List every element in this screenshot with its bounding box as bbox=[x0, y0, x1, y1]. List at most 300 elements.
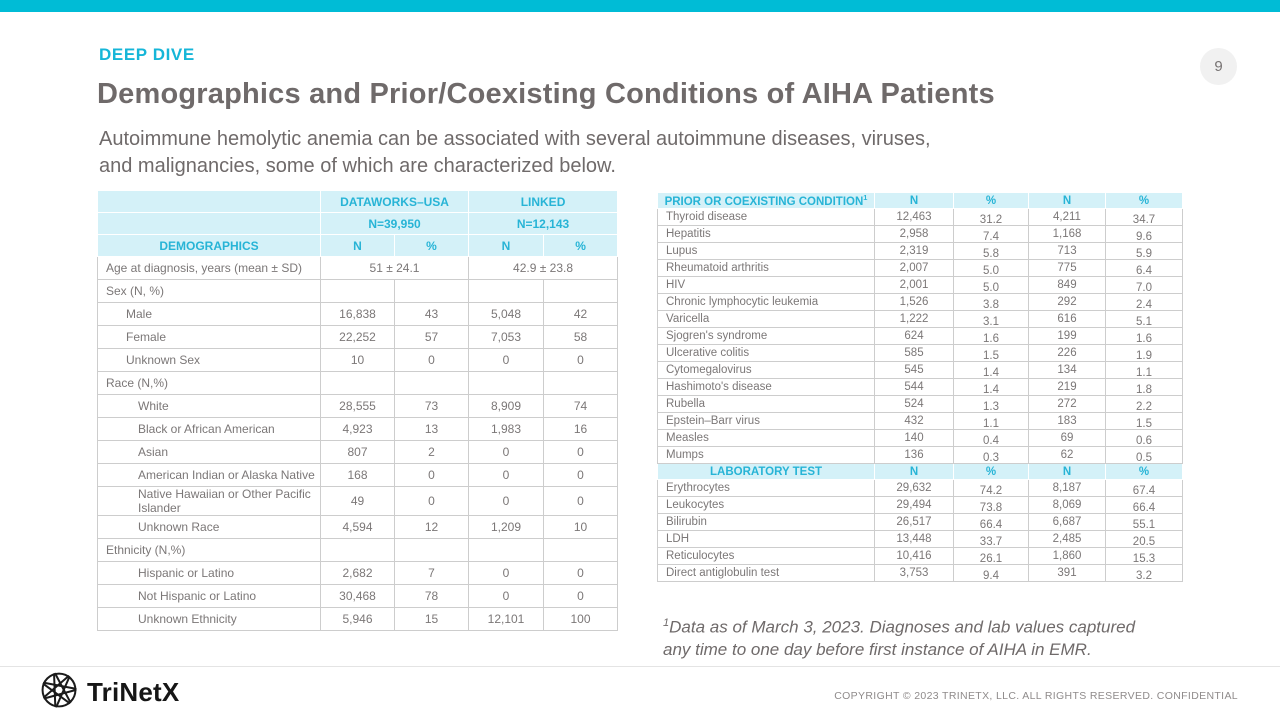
cell-value-text: 849 bbox=[1057, 279, 1077, 291]
cell-value bbox=[954, 226, 1029, 243]
row-label: American Indian or Alaska Native bbox=[98, 464, 321, 487]
cell-value bbox=[875, 277, 954, 294]
footnote-superscript: 1 bbox=[663, 617, 670, 629]
cell-value-text: 55.1 bbox=[1132, 519, 1156, 531]
column-header-cell: % bbox=[954, 193, 1029, 209]
subtitle-line-1: Autoimmune hemolytic anemia can be associated with several autoimmune diseases, viruses, bbox=[99, 128, 931, 150]
row-label: Leukocytes bbox=[658, 497, 875, 514]
cell-value: 0 bbox=[469, 585, 544, 608]
cell-value bbox=[395, 280, 469, 303]
cell-value bbox=[1106, 277, 1183, 294]
column-header-cell: N bbox=[1029, 193, 1106, 209]
footnote-line-2: any time to one day before first instance of AIHA in EMR. bbox=[663, 639, 1092, 659]
cell-value-text: 74.2 bbox=[979, 485, 1003, 497]
corner-cell bbox=[98, 213, 321, 235]
table-header-row bbox=[658, 193, 1183, 209]
cell-value bbox=[875, 294, 954, 311]
row-label: Native Hawaiian or Other Pacific Islander bbox=[98, 487, 321, 516]
cell-value bbox=[954, 447, 1029, 464]
row-label: Sex (N, %) bbox=[98, 280, 321, 303]
row-label: Cytomegalovirus bbox=[658, 362, 875, 379]
table-row bbox=[98, 539, 618, 562]
cell-value bbox=[954, 311, 1029, 328]
cell-value bbox=[875, 260, 954, 277]
cell-value-text: 0.3 bbox=[983, 452, 999, 464]
cell-value-text: 1.6 bbox=[1136, 333, 1152, 345]
cell-value: 0 bbox=[469, 464, 544, 487]
header-superscript: 1 bbox=[863, 193, 868, 203]
cell-value bbox=[469, 372, 544, 395]
cell-value bbox=[954, 497, 1029, 514]
cell-value-text: 140 bbox=[904, 432, 924, 444]
cell-value-text: 1,222 bbox=[899, 313, 929, 325]
cell-value bbox=[875, 311, 954, 328]
cell-value-text: 134 bbox=[1057, 364, 1077, 376]
cell-value-text: 3.1 bbox=[983, 316, 999, 328]
cell-value bbox=[954, 277, 1029, 294]
row-label: Bilirubin bbox=[658, 514, 875, 531]
table-header-row bbox=[658, 464, 1183, 480]
cell-value bbox=[875, 514, 954, 531]
row-label: Epstein–Barr virus bbox=[658, 413, 875, 430]
cell-value: 0 bbox=[395, 349, 469, 372]
cell-value-text: 29,632 bbox=[896, 482, 932, 494]
table-row bbox=[658, 413, 1183, 430]
brand-logo bbox=[40, 672, 179, 712]
cell-value bbox=[1029, 480, 1106, 497]
slide-title: Demographics and Prior/Coexisting Conditions of AIHA Patients bbox=[97, 78, 995, 110]
cell-value: 168 bbox=[321, 464, 395, 487]
page-number: 9 bbox=[1214, 58, 1223, 75]
conditions-table-body bbox=[658, 193, 1183, 582]
cell-value-text: 33.7 bbox=[979, 536, 1003, 548]
table-row bbox=[658, 396, 1183, 413]
cell-value-text: 0.4 bbox=[983, 435, 999, 447]
cell-value bbox=[1029, 277, 1106, 294]
row-label: Direct antiglobulin test bbox=[658, 565, 875, 582]
cell-value bbox=[954, 565, 1029, 582]
cell-value: 73 bbox=[395, 395, 469, 418]
cell-value: 2 bbox=[395, 441, 469, 464]
section-header-cell: LABORATORY TEST bbox=[658, 464, 875, 480]
table-row bbox=[658, 362, 1183, 379]
row-label: LDH bbox=[658, 531, 875, 548]
table-row bbox=[98, 395, 618, 418]
cell-value bbox=[1106, 430, 1183, 447]
cell-value-text: 2.2 bbox=[1136, 401, 1152, 413]
column-header-cell: % bbox=[1106, 464, 1183, 480]
cell-value-text: 585 bbox=[904, 347, 924, 359]
cell-value-text: 1.4 bbox=[983, 367, 999, 379]
row-label: Female bbox=[98, 326, 321, 349]
cell-value bbox=[954, 514, 1029, 531]
group-header-cell: LINKED bbox=[469, 191, 618, 213]
cell-value bbox=[1029, 345, 1106, 362]
cell-value: 0 bbox=[544, 464, 618, 487]
row-label: Hepatitis bbox=[658, 226, 875, 243]
cell-value: 0 bbox=[469, 562, 544, 585]
cell-value bbox=[1106, 497, 1183, 514]
cell-value bbox=[1029, 379, 1106, 396]
cell-value: 0 bbox=[544, 562, 618, 585]
cell-value bbox=[1106, 447, 1183, 464]
table-row bbox=[98, 418, 618, 441]
table-row bbox=[98, 608, 618, 631]
cell-value-text: 226 bbox=[1057, 347, 1077, 359]
cell-value: 7,053 bbox=[469, 326, 544, 349]
cell-value-text: 183 bbox=[1057, 415, 1077, 427]
cell-value-text: 2,007 bbox=[899, 262, 929, 274]
cell-value: 0 bbox=[544, 487, 618, 516]
row-label: Reticulocytes bbox=[658, 548, 875, 565]
group-subheader-cell: N=39,950 bbox=[321, 213, 469, 235]
cell-value-text: 26.1 bbox=[979, 553, 1003, 565]
cell-value bbox=[875, 243, 954, 260]
row-label: Thyroid disease bbox=[658, 209, 875, 226]
cell-value-text: 0.5 bbox=[1136, 452, 1152, 464]
cell-value bbox=[1106, 243, 1183, 260]
cell-value: 1,209 bbox=[469, 516, 544, 539]
row-label: Ethnicity (N,%) bbox=[98, 539, 321, 562]
cell-value bbox=[1029, 396, 1106, 413]
cell-value bbox=[1029, 447, 1106, 464]
cell-value: 5,048 bbox=[469, 303, 544, 326]
row-label: Unknown Ethnicity bbox=[98, 608, 321, 631]
cell-value bbox=[1029, 311, 1106, 328]
cell-value-text: 2,001 bbox=[899, 279, 929, 291]
cell-value bbox=[875, 362, 954, 379]
row-label: Asian bbox=[98, 441, 321, 464]
cell-value: 74 bbox=[544, 395, 618, 418]
cell-value bbox=[954, 209, 1029, 226]
table-row bbox=[98, 516, 618, 539]
cell-value bbox=[1106, 226, 1183, 243]
cell-value bbox=[875, 226, 954, 243]
cell-value bbox=[1106, 480, 1183, 497]
cell-value-text: 2,319 bbox=[899, 245, 929, 257]
cell-value bbox=[1106, 396, 1183, 413]
cell-value bbox=[1029, 328, 1106, 345]
cell-value: 16 bbox=[544, 418, 618, 441]
footer-divider bbox=[0, 666, 1280, 667]
table-row bbox=[658, 430, 1183, 447]
cell-value-text: 6,687 bbox=[1052, 516, 1082, 528]
row-label: Ulcerative colitis bbox=[658, 345, 875, 362]
table-row bbox=[658, 548, 1183, 565]
cell-value bbox=[954, 379, 1029, 396]
cell-value: 51 ± 24.1 bbox=[321, 257, 469, 280]
cell-value bbox=[1029, 413, 1106, 430]
subtitle-line-2: and malignancies, some of which are characterized below. bbox=[99, 155, 616, 177]
cell-value-text: 5.0 bbox=[983, 282, 999, 294]
cell-value-text: 1.4 bbox=[983, 384, 999, 396]
row-label: White bbox=[98, 395, 321, 418]
cell-value: 12 bbox=[395, 516, 469, 539]
cell-value bbox=[321, 280, 395, 303]
cell-value bbox=[395, 372, 469, 395]
cell-value bbox=[321, 539, 395, 562]
table-row bbox=[98, 372, 618, 395]
row-label: HIV bbox=[658, 277, 875, 294]
cell-value: 5,946 bbox=[321, 608, 395, 631]
footnote bbox=[663, 612, 1183, 661]
table-row bbox=[658, 311, 1183, 328]
table-row bbox=[98, 464, 618, 487]
table-row bbox=[98, 349, 618, 372]
table-row bbox=[658, 260, 1183, 277]
row-label: Measles bbox=[658, 430, 875, 447]
cell-value: 42 bbox=[544, 303, 618, 326]
cell-value: 13 bbox=[395, 418, 469, 441]
cell-value-text: 3.2 bbox=[1136, 570, 1152, 582]
cell-value bbox=[875, 328, 954, 345]
cell-value bbox=[875, 565, 954, 582]
cell-value: 0 bbox=[544, 585, 618, 608]
cell-value bbox=[469, 539, 544, 562]
cell-value: 0 bbox=[544, 349, 618, 372]
demographics-table-body bbox=[98, 191, 618, 631]
cell-value: 0 bbox=[395, 487, 469, 516]
row-label: Mumps bbox=[658, 447, 875, 464]
cell-value-text: 4,211 bbox=[1053, 211, 1081, 223]
cell-value: 0 bbox=[395, 464, 469, 487]
cell-value: 4,923 bbox=[321, 418, 395, 441]
row-label: Male bbox=[98, 303, 321, 326]
cell-value bbox=[1106, 548, 1183, 565]
table-row bbox=[658, 531, 1183, 548]
cell-value-text: 1,860 bbox=[1052, 550, 1082, 562]
cell-value: 0 bbox=[469, 487, 544, 516]
cell-value: 28,555 bbox=[321, 395, 395, 418]
row-label: Hashimoto's disease bbox=[658, 379, 875, 396]
brand-name: TriNetX bbox=[87, 676, 180, 707]
cell-value-text: 0.6 bbox=[1136, 435, 1152, 447]
cell-value-text: 2,485 bbox=[1052, 533, 1082, 545]
table-row bbox=[658, 447, 1183, 464]
cell-value bbox=[1106, 379, 1183, 396]
cell-value-text: 136 bbox=[904, 449, 924, 461]
cell-value bbox=[1029, 294, 1106, 311]
page-number-badge bbox=[1200, 48, 1237, 85]
cell-value: 10 bbox=[321, 349, 395, 372]
table-row bbox=[98, 257, 618, 280]
cell-value: 0 bbox=[469, 441, 544, 464]
section-header-cell: PRIOR OR COEXISTING CONDITION$^1$ bbox=[658, 193, 875, 209]
cell-value bbox=[544, 280, 618, 303]
cell-value-text: 1.5 bbox=[983, 350, 999, 362]
cell-value-text: 3,753 bbox=[899, 567, 929, 579]
table-row bbox=[658, 294, 1183, 311]
cell-value-text: 624 bbox=[904, 330, 924, 342]
table-row bbox=[658, 379, 1183, 396]
cell-value bbox=[954, 413, 1029, 430]
row-label: Unknown Sex bbox=[98, 349, 321, 372]
cell-value-text: 1.6 bbox=[983, 333, 999, 345]
cell-value-text: 5.1 bbox=[1136, 316, 1152, 328]
eyebrow-label: DEEP DIVE bbox=[99, 45, 195, 64]
cell-value bbox=[1029, 226, 1106, 243]
column-header-cell: N bbox=[875, 464, 954, 480]
cell-value: 12,101 bbox=[469, 608, 544, 631]
cell-value-text: 1.3 bbox=[983, 401, 999, 413]
row-label: Hispanic or Latino bbox=[98, 562, 321, 585]
table-row bbox=[98, 585, 618, 608]
cell-value-text: 524 bbox=[904, 398, 924, 410]
row-label: Black or African American bbox=[98, 418, 321, 441]
cell-value-text: 29,494 bbox=[896, 499, 932, 511]
cell-value-text: 391 bbox=[1057, 567, 1077, 579]
cell-value: 22,252 bbox=[321, 326, 395, 349]
table-row bbox=[658, 226, 1183, 243]
cell-value: 2,682 bbox=[321, 562, 395, 585]
cell-value-text: 12,463 bbox=[896, 211, 932, 223]
footnote-line-1 bbox=[663, 612, 1183, 639]
cell-value: 8,909 bbox=[469, 395, 544, 418]
cell-value-text: 9.6 bbox=[1136, 231, 1152, 243]
cell-value bbox=[954, 396, 1029, 413]
cell-value bbox=[395, 539, 469, 562]
cell-value-text: 10,416 bbox=[896, 550, 932, 562]
cell-value-text: 5.9 bbox=[1136, 248, 1152, 260]
cell-value-text: 20.5 bbox=[1132, 536, 1156, 548]
cell-value bbox=[875, 430, 954, 447]
corner-cell bbox=[98, 191, 321, 213]
cell-value bbox=[875, 497, 954, 514]
cell-value-text: 8,187 bbox=[1052, 482, 1082, 494]
row-label: Chronic lymphocytic leukemia bbox=[658, 294, 875, 311]
cell-value bbox=[1029, 243, 1106, 260]
cell-value-text: 1,168 bbox=[1052, 228, 1082, 240]
cell-value bbox=[954, 480, 1029, 497]
cell-value: 15 bbox=[395, 608, 469, 631]
cell-value bbox=[954, 430, 1029, 447]
cell-value bbox=[1106, 311, 1183, 328]
cell-value-text: 775 bbox=[1057, 262, 1077, 274]
row-label: Not Hispanic or Latino bbox=[98, 585, 321, 608]
cell-value: 0 bbox=[469, 349, 544, 372]
cell-value-text: 199 bbox=[1057, 330, 1077, 342]
cell-value-text: 713 bbox=[1057, 245, 1077, 257]
cell-value: 100 bbox=[544, 608, 618, 631]
cell-value bbox=[875, 548, 954, 565]
cell-value-text: 13,448 bbox=[896, 533, 932, 545]
cell-value: 49 bbox=[321, 487, 395, 516]
cell-value-text: 3.8 bbox=[983, 299, 999, 311]
cell-value bbox=[875, 396, 954, 413]
cell-value-text: 1.8 bbox=[1136, 384, 1152, 396]
cell-value bbox=[544, 539, 618, 562]
row-label: Unknown Race bbox=[98, 516, 321, 539]
accent-top-bar bbox=[0, 0, 1280, 12]
table-row bbox=[98, 441, 618, 464]
cell-value-text: 67.4 bbox=[1132, 485, 1156, 497]
cell-value: 4,594 bbox=[321, 516, 395, 539]
column-header-cell: % bbox=[1106, 193, 1183, 209]
cell-value bbox=[875, 345, 954, 362]
cell-value-text: 66.4 bbox=[979, 519, 1003, 531]
cell-value bbox=[954, 531, 1029, 548]
table-row bbox=[658, 243, 1183, 260]
cell-value bbox=[1106, 531, 1183, 548]
cell-value bbox=[1029, 209, 1106, 226]
cell-value-text: 2,958 bbox=[899, 228, 929, 240]
cell-value-text: 432 bbox=[904, 415, 924, 427]
cell-value-text: 5.8 bbox=[983, 248, 999, 260]
cell-value bbox=[1029, 531, 1106, 548]
table-row bbox=[658, 277, 1183, 294]
cell-value-text: 9.4 bbox=[983, 570, 999, 582]
cell-value bbox=[875, 531, 954, 548]
row-label: Rheumatoid arthritis bbox=[658, 260, 875, 277]
column-header-cell: % bbox=[395, 235, 469, 257]
cell-value-text: 616 bbox=[1057, 313, 1077, 325]
aperture-logo-icon bbox=[40, 671, 78, 714]
cell-value bbox=[1029, 362, 1106, 379]
table-row bbox=[98, 303, 618, 326]
cell-value bbox=[875, 413, 954, 430]
cell-value-text: 292 bbox=[1057, 296, 1077, 308]
cell-value bbox=[1029, 565, 1106, 582]
row-label: Erythrocytes bbox=[658, 480, 875, 497]
slide-subtitle bbox=[99, 126, 1179, 180]
cell-value bbox=[1029, 497, 1106, 514]
demographics-table bbox=[97, 190, 618, 631]
cell-value-text: 69 bbox=[1060, 432, 1074, 444]
cell-value bbox=[1106, 514, 1183, 531]
cell-value-text: 5.0 bbox=[983, 265, 999, 277]
table-row bbox=[658, 514, 1183, 531]
cell-value: 58 bbox=[544, 326, 618, 349]
cell-value-text: 544 bbox=[904, 381, 924, 393]
table-header-row bbox=[98, 235, 618, 257]
cell-value bbox=[954, 328, 1029, 345]
cell-value bbox=[954, 548, 1029, 565]
row-label: Age at diagnosis, years (mean ± SD) bbox=[98, 257, 321, 280]
cell-value bbox=[954, 260, 1029, 277]
cell-value bbox=[1106, 565, 1183, 582]
cell-value bbox=[954, 294, 1029, 311]
cell-value-text: 26,517 bbox=[896, 516, 932, 528]
group-subheader-cell: N=12,143 bbox=[469, 213, 618, 235]
column-header-cell: N bbox=[875, 193, 954, 209]
cell-value bbox=[1106, 294, 1183, 311]
cell-value-text: 7.0 bbox=[1136, 282, 1152, 294]
row-label: Race (N,%) bbox=[98, 372, 321, 395]
table-row bbox=[98, 562, 618, 585]
cell-value bbox=[1106, 260, 1183, 277]
row-label: Varicella bbox=[658, 311, 875, 328]
column-header-cell: N bbox=[321, 235, 395, 257]
row-label: Lupus bbox=[658, 243, 875, 260]
cell-value bbox=[954, 243, 1029, 260]
cell-value-text: 1,526 bbox=[899, 296, 929, 308]
cell-value bbox=[875, 447, 954, 464]
cell-value: 807 bbox=[321, 441, 395, 464]
cell-value-text: 2.4 bbox=[1136, 299, 1152, 311]
cell-value bbox=[1029, 514, 1106, 531]
cell-value bbox=[469, 280, 544, 303]
cell-value: 42.9 ± 23.8 bbox=[469, 257, 618, 280]
table-row bbox=[658, 480, 1183, 497]
cell-value-text: 73.8 bbox=[979, 502, 1003, 514]
table-row bbox=[98, 326, 618, 349]
cell-value: 7 bbox=[395, 562, 469, 585]
cell-value-text: 1.9 bbox=[1136, 350, 1152, 362]
cell-value-text: 31.2 bbox=[979, 214, 1003, 226]
cell-value: 43 bbox=[395, 303, 469, 326]
table-row bbox=[98, 487, 618, 516]
cell-value-text: 62 bbox=[1060, 449, 1074, 461]
